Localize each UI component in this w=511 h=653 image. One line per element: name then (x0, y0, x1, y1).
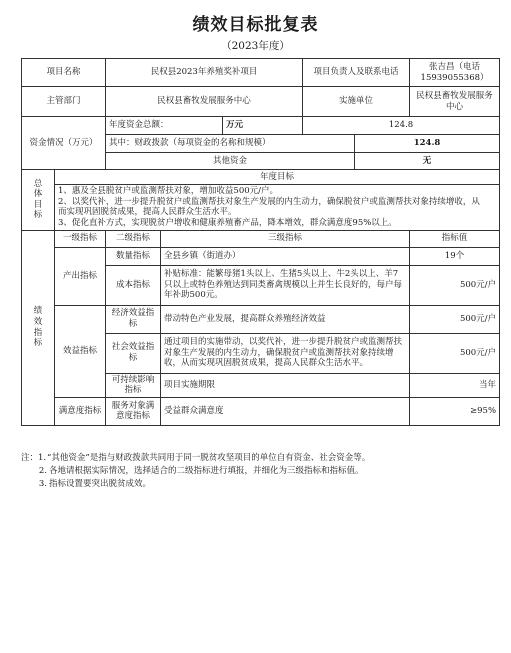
funds-total-label: 年度资金总额： (106, 117, 223, 135)
funds-fiscal-value: 124.8 (355, 135, 500, 153)
footnote-text: 各地请根据实际情况，选择适合的二级指标进行填报，并细化为三级指标和指标值。 (49, 466, 364, 477)
footnote (21, 478, 501, 491)
row-quantity (22, 247, 500, 265)
economic-label: 经济效益指标 (106, 305, 161, 333)
quantity-desc: 全县乡镇（街道办） (161, 247, 410, 265)
footnote-prefix: 3. (38, 479, 47, 490)
header-value: 指标值 (410, 230, 500, 247)
indicators-side-label: 绩效指标 (22, 230, 55, 425)
satisfaction-label: 满意度指标 (55, 397, 106, 425)
funds-label: 资金情况（万元） (22, 117, 106, 170)
row-project-name (22, 59, 500, 87)
goals-text (55, 185, 500, 231)
output-label: 产出指标 (55, 247, 106, 305)
target-value: ≥95% (410, 397, 500, 425)
goal-line: 而实现巩固脱贫成果，提高人民群众生活水平。 (58, 207, 237, 218)
project-name-value: 民权县2023年养殖奖补项目 (106, 59, 303, 87)
row-department (22, 87, 500, 117)
sustain-desc: 项目实施期限 (161, 373, 410, 397)
quantity-label: 数量指标 (106, 247, 161, 265)
footnote (21, 465, 501, 478)
row-satisfaction (22, 397, 500, 425)
social-desc: 通过项目的实施带动，以奖代补，进一步提升脱贫户或监测帮扶对象生产发展的内生动力，确保脱贫户或监测帮扶对象持续增收，从而实现巩固脱贫成果，提高人民群众生活水平。 (161, 333, 410, 373)
header-level2: 二级指标 (106, 230, 161, 247)
page-subtitle: （2023年度） (221, 40, 290, 52)
footnote (21, 452, 501, 465)
owner-label: 项目负责人及联系电话 (303, 59, 410, 87)
footnote-prefix: 2. (38, 466, 47, 477)
footnote-prefix: 注：1. (21, 453, 47, 463)
social-label: 社会效益指标 (106, 333, 161, 373)
dept-label: 主管部门 (22, 87, 106, 117)
owner-value: 张吉昌（电话15939055368） (410, 59, 500, 87)
page-title: 绩效目标批复表 (192, 15, 319, 35)
social-value: 500元/户 (410, 333, 500, 373)
footnotes (21, 452, 501, 492)
approval-table (21, 58, 500, 426)
goal-line: 3、促化直补方式，实现脱贫户增收和健康养殖畜产品，降本增效，群众满意度95%以上。 (58, 217, 397, 228)
sustain-value: 当年 (410, 373, 500, 397)
target-label: 服务对象满意度指标 (106, 397, 161, 425)
footnote-text: 指标设置要突出脱贫成效。 (49, 479, 152, 490)
row-goals-header (22, 170, 500, 185)
funds-other-label: 其他资金 (106, 153, 355, 170)
funds-total-value: 124.8 (303, 117, 500, 135)
goals-side-label: 总体目标 (22, 170, 55, 231)
funds-fiscal-label: 其中：财政拨款（每项资金的名称和规模） (106, 135, 355, 153)
row-indicator-header (22, 230, 500, 247)
quantity-value: 19个 (410, 247, 500, 265)
impl-value: 民权县畜牧发展服务中心 (410, 87, 500, 117)
footnote-text: “其他资金”是指与财政拨款共同用于同一脱贫攻坚项目的单位自有资金、社会资金等。 (47, 453, 371, 463)
header-level1: 一级指标 (55, 230, 106, 247)
funds-other-value: 无 (355, 153, 500, 170)
dept-value: 民权县畜牧发展服务中心 (106, 87, 303, 117)
benefit-label: 效益指标 (55, 305, 106, 397)
target-desc: 受益群众满意度 (161, 397, 410, 425)
funds-total-unit: 万元 (223, 117, 303, 135)
header-level3: 三级指标 (161, 230, 410, 247)
economic-desc: 带动特色产业发展，提高群众养殖经济效益 (161, 305, 410, 333)
impl-label: 实施单位 (303, 87, 410, 117)
goal-line: 1、惠及全县脱贫户或监测帮扶对象，增加收益500元/户。 (58, 186, 278, 196)
cost-desc: 补贴标准：能繁母猪1头以上、生猪5头以上、牛2头以上、羊7只以上或特色养殖达到同类畜禽规模以上并生长良好的，每户每年补助500元。 (161, 265, 410, 305)
goals-header: 年度目标 (55, 170, 500, 185)
cost-value: 500元/户 (410, 265, 500, 305)
goal-line: 2、以奖代补，进一步提升脱贫户或监测帮扶对象生产发展的内生动力，确保脱贫户或监测帮扶对象持续增收，从 (58, 196, 480, 207)
row-goals-text (22, 185, 500, 231)
sustain-label: 可持续影响指标 (106, 373, 161, 397)
row-funds-total (22, 117, 500, 135)
economic-value: 500元/户 (410, 305, 500, 333)
cost-label: 成本指标 (106, 265, 161, 305)
row-economic (22, 305, 500, 333)
project-name-label: 项目名称 (22, 59, 106, 87)
